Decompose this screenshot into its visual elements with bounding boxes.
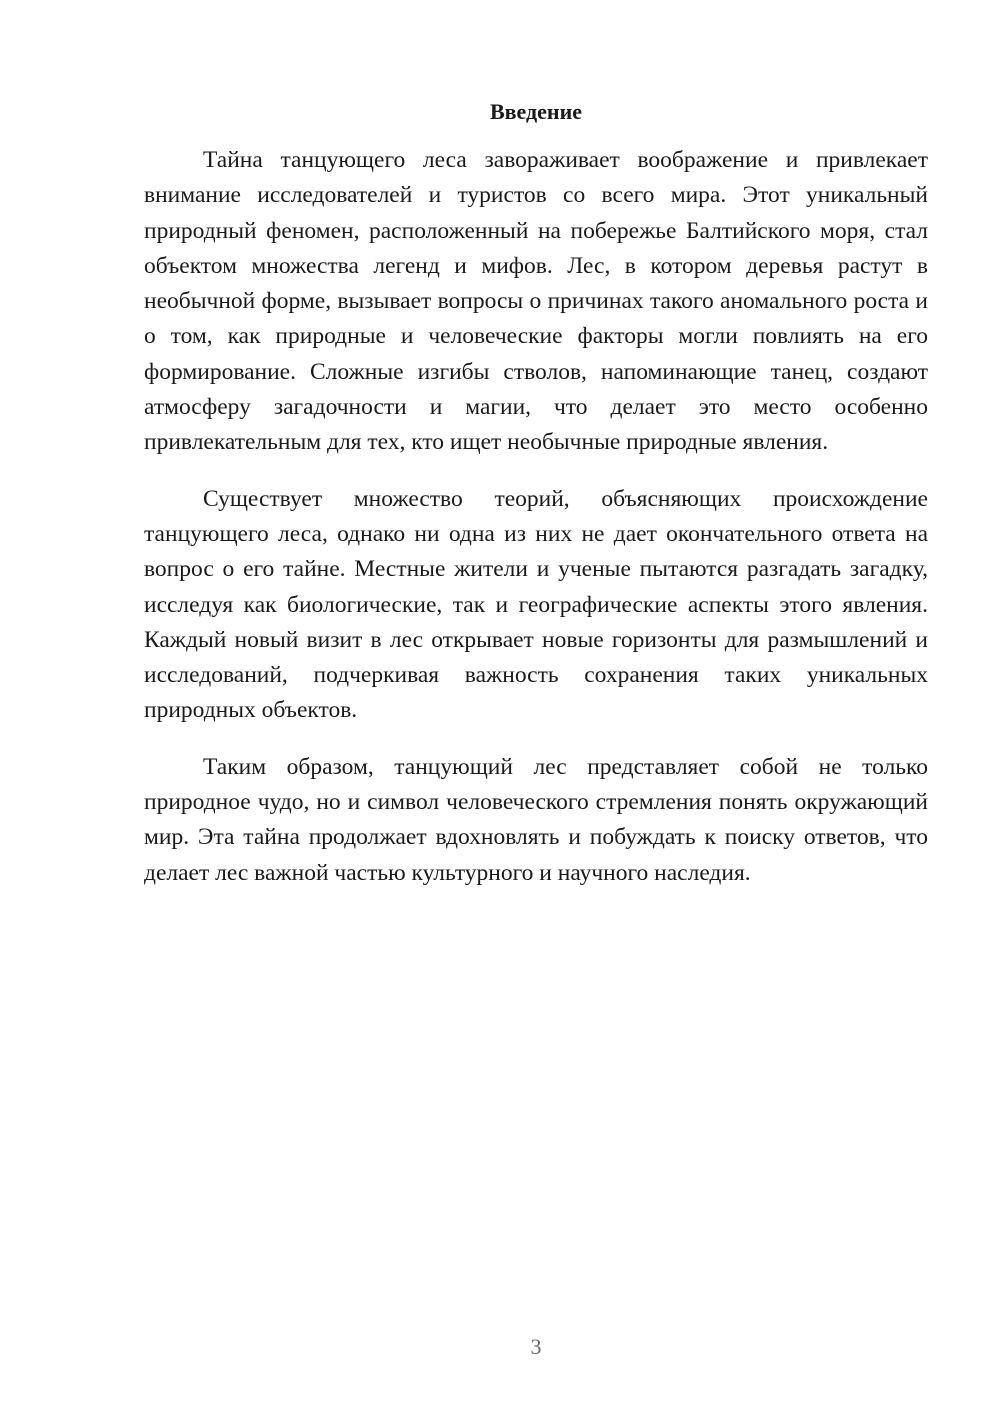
paragraph-2: Существует множество теорий, объясняющих происхождение танцующего леса, однако ни одна из них не дает окончательного ответа на вопрос о его тайне. Местные жители и ученые пытаются разгадать загадку, исследуя как биологические, так и географические аспекты этого явления. Каждый новый визит в лес открывает новые горизонты для размышлений и исследований, подчеркивая важность сохранения таких уникальных природных объектов. bbox=[144, 485, 928, 724]
page-number: 3 bbox=[530, 1334, 542, 1359]
body-text bbox=[144, 143, 928, 912]
paragraph-3: Таким образом, танцующий лес представляет собой не только природное чудо, но и символ человеческого стремления понять окружающий мир. Эта тайна продолжает вдохновлять и побуждать к поиску ответов, что делает лес важной частью культурного и научного наследия. bbox=[144, 753, 928, 886]
section-heading: Введение bbox=[489, 99, 583, 124]
paragraph-1: Тайна танцующего леса завораживает воображение и привлекает внимание исследователей и туристов со всего мира. Этот уникальный природный феномен, расположенный на побережье Балтийского моря, стал объектом множества легенд и мифов. Лес, в котором деревья растут в необычной форме, вызывает вопросы о причинах такого аномального роста и о том, как природные и человеческие факторы могли повлиять на его формирование. Сложные изгибы стволов, напоминающие танец, создают атмосферу загадочности и магии, что делает это место особенно привлекательным для тех, кто ищет необычные природные явления. bbox=[144, 147, 928, 456]
